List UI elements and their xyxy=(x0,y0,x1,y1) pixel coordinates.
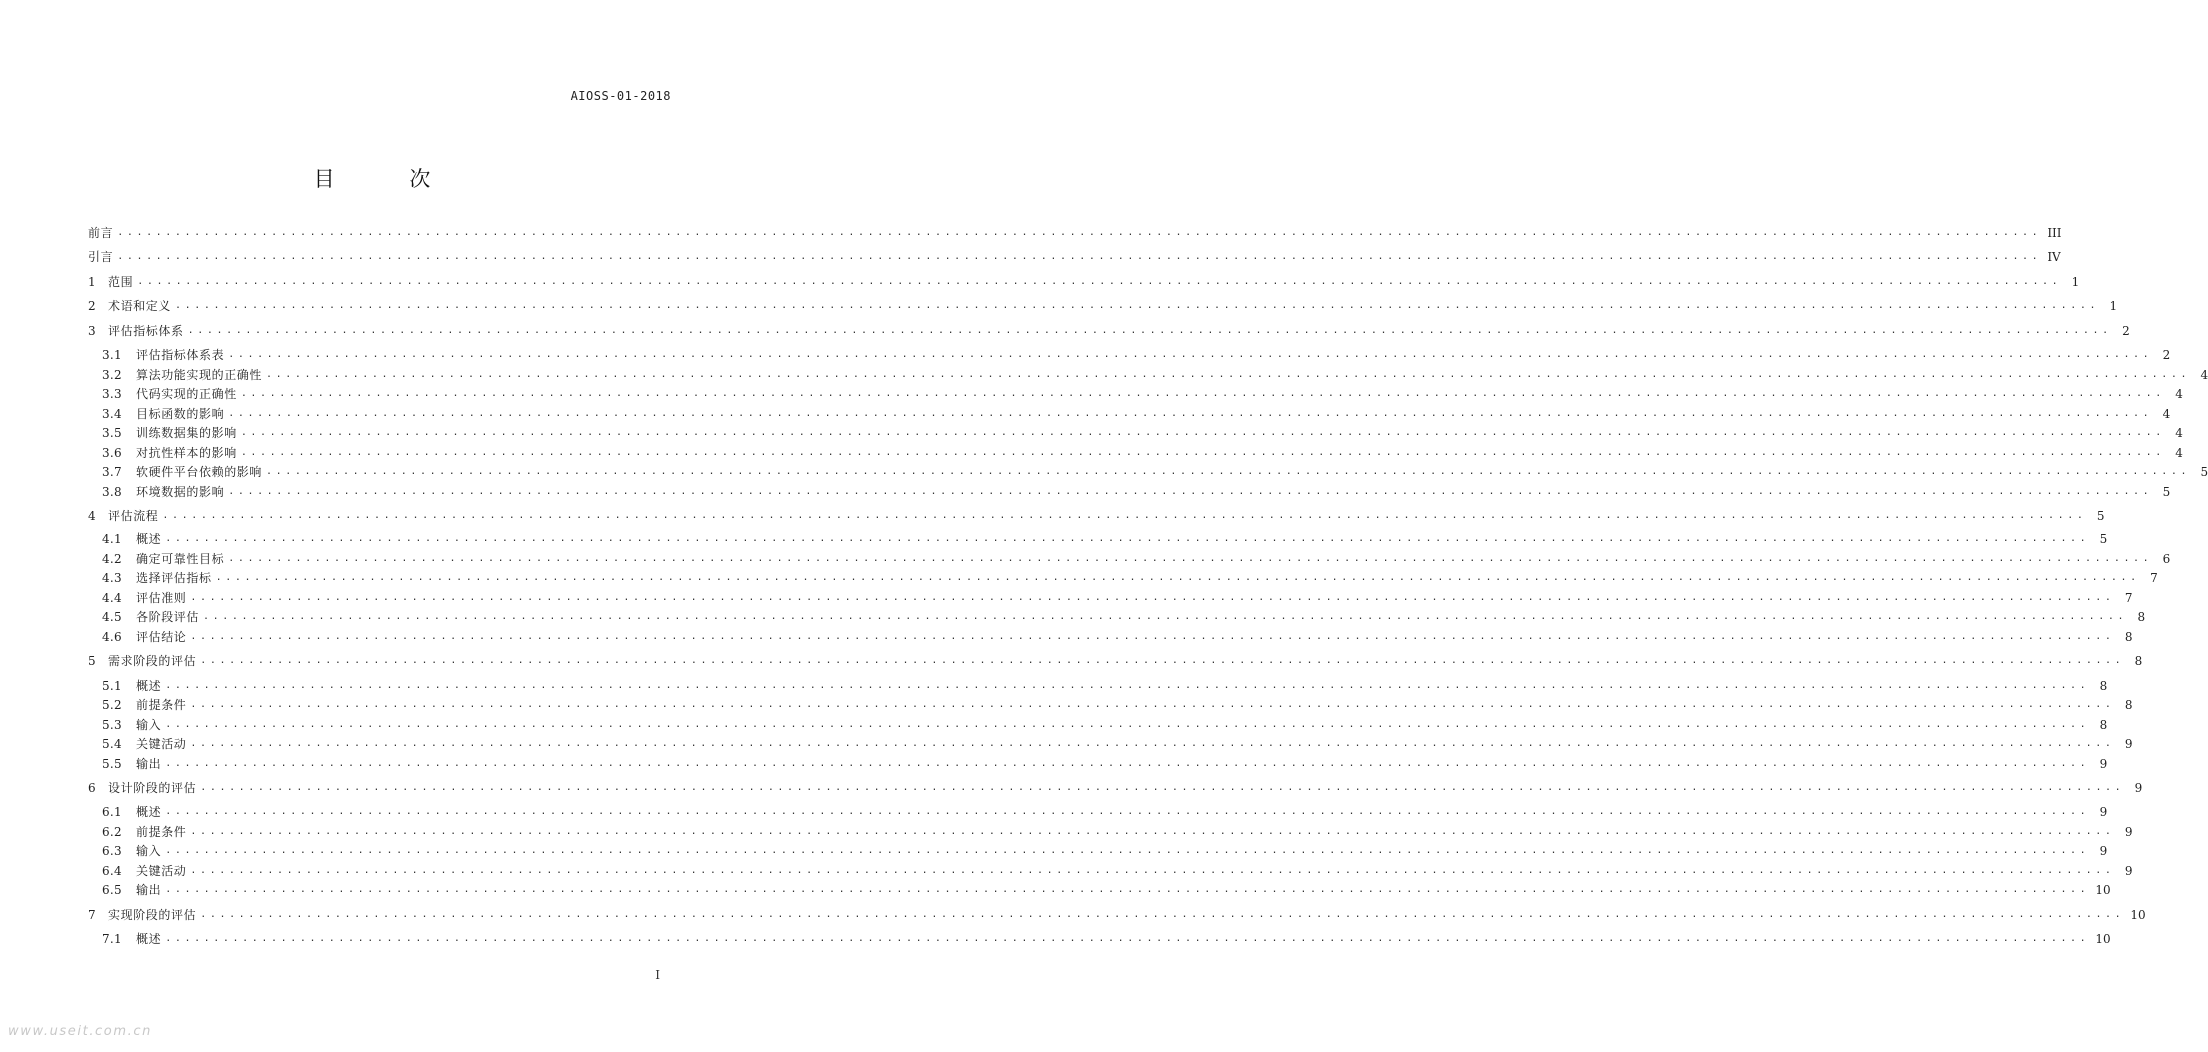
toc-subentry[interactable] xyxy=(102,735,2133,753)
toc-entry-page: 4 xyxy=(2200,368,2208,382)
toc-subentry[interactable] xyxy=(102,823,2133,841)
toc-entry-number: 6.1 xyxy=(102,805,122,819)
toc-subentry[interactable] xyxy=(102,366,2208,384)
toc-entry-page: 8 xyxy=(2099,718,2108,732)
toc-entry-page: 8 xyxy=(2124,630,2133,644)
toc-entry-number: 3 xyxy=(88,324,96,338)
toc-entry-label: 术语和定义 xyxy=(108,299,172,313)
toc-entry-label: 软硬件平台依赖的影响 xyxy=(136,465,263,479)
toc-subentry[interactable] xyxy=(102,589,2133,607)
toc-entry-page: 8 xyxy=(2134,654,2143,668)
toc-entry-number: 5 xyxy=(88,654,96,668)
toc-entry-number: 7.1 xyxy=(102,932,122,946)
toc-entry[interactable] xyxy=(88,906,2146,924)
toc-entry-number: 4.5 xyxy=(102,610,122,624)
toc-entry-label: 实现阶段的评估 xyxy=(108,908,197,922)
toc-entry-page: IV xyxy=(2047,250,2061,264)
toc-entry-page: 4 xyxy=(2175,426,2183,440)
toc-leader-dots: ........................................................................................................................................................................................................ xyxy=(187,325,2112,336)
toc-entry-label: 设计阶段的评估 xyxy=(108,781,197,795)
toc-entry-page: 9 xyxy=(2134,781,2143,795)
toc-subentry[interactable] xyxy=(102,424,2183,442)
document-code: AIOSS-01-2018 xyxy=(570,89,671,103)
toc-leader-dots: ........................................................................................................................................................................................................ xyxy=(266,466,2191,477)
toc-entry-page: 5 xyxy=(2200,465,2208,479)
toc-leader-dots: ........................................................................................................................................................................................................ xyxy=(228,408,2153,419)
toc-entry-label: 输出 xyxy=(136,757,162,771)
toc-entry-page: 8 xyxy=(2099,679,2108,693)
toc-entry-page: 9 xyxy=(2099,844,2108,858)
toc-entry-number: 3.1 xyxy=(102,348,122,362)
toc-entry-page: 10 xyxy=(2095,883,2111,897)
toc-entry-label: 评估指标体系 xyxy=(108,324,184,338)
toc-leader-dots: ........................................................................................................................................................................................................ xyxy=(200,909,2125,920)
toc-subentry[interactable] xyxy=(102,444,2183,462)
toc-subentry[interactable] xyxy=(102,385,2183,403)
toc-entry-label: 输入 xyxy=(136,718,162,732)
toc-entry-label: 输入 xyxy=(136,844,162,858)
toc-entry-number: 4.4 xyxy=(102,591,122,605)
toc-entry-label: 代码实现的正确性 xyxy=(136,387,237,401)
toc-subentry[interactable] xyxy=(102,696,2133,714)
toc-entry-page: 2 xyxy=(2122,324,2130,338)
toc-entry[interactable] xyxy=(88,507,2105,525)
toc-entry[interactable] xyxy=(88,224,2062,242)
toc-leader-dots: ........................................................................................................................................................................................................ xyxy=(240,388,2165,399)
toc-leader-dots: ........................................................................................................................................................................................................ xyxy=(165,933,2090,944)
toc-entry-label: 概述 xyxy=(136,932,162,946)
toc-entry-label: 关键活动 xyxy=(136,737,187,751)
toc-subentry[interactable] xyxy=(102,716,2108,734)
toc-subentry[interactable] xyxy=(102,550,2171,568)
toc-entry-number: 4.1 xyxy=(102,532,122,546)
toc-entry-number: 6.5 xyxy=(102,883,122,897)
toc-entry-label: 前言 xyxy=(88,226,114,240)
toc-entry-page: 5 xyxy=(2162,485,2171,499)
toc-subentry[interactable] xyxy=(102,405,2171,423)
toc-entry-number: 5.1 xyxy=(102,679,122,693)
toc-entry-label: 评估准则 xyxy=(136,591,187,605)
toc-entry-number: 3.8 xyxy=(102,485,122,499)
toc-entry-page: 9 xyxy=(2099,805,2108,819)
toc-entry-label: 对抗性样本的影响 xyxy=(136,446,237,460)
toc-entry-page: 4 xyxy=(2175,387,2183,401)
toc-entry-page: III xyxy=(2047,226,2062,240)
toc-entry-page: 5 xyxy=(2096,509,2105,523)
toc-entry-number: 4 xyxy=(88,509,96,523)
toc-entry-number: 6 xyxy=(88,781,96,795)
toc-subentry[interactable] xyxy=(102,483,2171,501)
toc-entry-page: 7 xyxy=(2150,571,2158,585)
toc-entry-label: 评估流程 xyxy=(108,509,159,523)
toc-leader-dots: ........................................................................................................................................................................................................ xyxy=(162,510,2087,521)
toc-entry[interactable] xyxy=(88,322,2130,340)
toc-entry-number: 4.3 xyxy=(102,571,122,585)
toc-leader-dots: ........................................................................................................................................................................................................ xyxy=(165,719,2090,730)
toc-leader-dots: ........................................................................................................................................................................................................ xyxy=(228,486,2153,497)
toc-subentry[interactable] xyxy=(102,677,2108,695)
toc-entry[interactable] xyxy=(88,779,2143,797)
toc-entry-label: 概述 xyxy=(136,805,162,819)
toc-entry-label: 环境数据的影响 xyxy=(136,485,225,499)
toc-entry-number: 6.4 xyxy=(102,864,122,878)
toc-leader-dots: ........................................................................................................................................................................................................ xyxy=(228,553,2153,564)
toc-leader-dots: ........................................................................................................................................................................................................ xyxy=(215,572,2140,583)
toc-entry-page: 9 xyxy=(2099,757,2108,771)
toc-entry-number: 5.5 xyxy=(102,757,122,771)
toc-leader-dots: ........................................................................................................................................................................................................ xyxy=(165,884,2090,895)
toc-entry-label: 关键活动 xyxy=(136,864,187,878)
toc-entry-number: 3.5 xyxy=(102,426,122,440)
toc-leader-dots: ........................................................................................................................................................................................................ xyxy=(165,758,2090,769)
toc-entry-number: 1 xyxy=(88,275,96,289)
toc-leader-dots: ........................................................................................................................................................................................................ xyxy=(190,631,2115,642)
toc-entry-page: 4 xyxy=(2162,407,2171,421)
toc-entry-page: 9 xyxy=(2124,825,2133,839)
toc-leader-dots: ........................................................................................................................................................................................................ xyxy=(137,276,2062,287)
toc-leader-dots: ........................................................................................................................................................................................................ xyxy=(240,427,2165,438)
toc-leader-dots: ........................................................................................................................................................................................................ xyxy=(117,227,2042,238)
page-number: I xyxy=(655,968,660,982)
toc-subentry[interactable] xyxy=(102,608,2146,626)
toc-subentry[interactable] xyxy=(102,346,2171,364)
toc-entry-number: 2 xyxy=(88,299,96,313)
toc-entry-number: 3.3 xyxy=(102,387,122,401)
toc-entry-label: 前提条件 xyxy=(136,825,187,839)
toc-entry-label: 概述 xyxy=(136,679,162,693)
toc-entry-page: 4 xyxy=(2175,446,2183,460)
toc-leader-dots: ........................................................................................................................................................................................................ xyxy=(240,447,2165,458)
toc-leader-dots: ........................................................................................................................................................................................................ xyxy=(165,680,2090,691)
toc-entry-page: 10 xyxy=(2095,932,2111,946)
toc-subentry[interactable] xyxy=(102,755,2108,773)
toc-entry-label: 输出 xyxy=(136,883,162,897)
toc-entry-number: 7 xyxy=(88,908,96,922)
toc-subentry[interactable] xyxy=(102,463,2208,481)
toc-entry-label: 确定可靠性目标 xyxy=(136,552,225,566)
toc-leader-dots: ........................................................................................................................................................................................................ xyxy=(203,611,2128,622)
toc-entry-label: 算法功能实现的正确性 xyxy=(136,368,263,382)
toc-subentry[interactable] xyxy=(102,569,2158,587)
toc-subentry[interactable] xyxy=(102,930,2111,948)
toc-leader-dots: ........................................................................................................................................................................................................ xyxy=(190,592,2115,603)
toc-subentry[interactable] xyxy=(102,881,2111,899)
toc-entry-number: 3.4 xyxy=(102,407,122,421)
toc-entry-label: 范围 xyxy=(108,275,134,289)
toc-entry-number: 5.2 xyxy=(102,698,122,712)
toc-subentry[interactable] xyxy=(102,803,2108,821)
toc-subentry[interactable] xyxy=(102,628,2133,646)
toc-entry[interactable] xyxy=(88,297,2118,315)
toc-leader-dots: ........................................................................................................................................................................................................ xyxy=(266,369,2191,380)
toc-leader-dots: ........................................................................................................................................................................................................ xyxy=(200,655,2125,666)
toc-subentry[interactable] xyxy=(102,842,2108,860)
toc-entry-label: 引言 xyxy=(88,250,114,264)
toc-entry-number: 4.2 xyxy=(102,552,122,566)
toc-subentry[interactable] xyxy=(102,530,2108,548)
toc-entry-number: 5.4 xyxy=(102,737,122,751)
toc-entry-page: 10 xyxy=(2130,908,2146,922)
toc-entry-label: 目标函数的影响 xyxy=(136,407,225,421)
toc-leader-dots: ........................................................................................................................................................................................................ xyxy=(165,845,2090,856)
toc-entry-page: 8 xyxy=(2124,698,2133,712)
toc-entry-label: 评估指标体系表 xyxy=(136,348,225,362)
page-title: 目 次 xyxy=(313,167,465,191)
toc-entry-page: 1 xyxy=(2071,275,2080,289)
toc-entry-number: 3.6 xyxy=(102,446,122,460)
toc-entry-page: 1 xyxy=(2109,299,2118,313)
toc-entry-number: 4.6 xyxy=(102,630,122,644)
toc-entry[interactable] xyxy=(88,652,2143,670)
toc-leader-dots: ........................................................................................................................................................................................................ xyxy=(190,699,2115,710)
toc-entry-label: 前提条件 xyxy=(136,698,187,712)
toc-entry-number: 6.3 xyxy=(102,844,122,858)
toc-entry[interactable] xyxy=(88,273,2080,291)
toc-entry-page: 7 xyxy=(2124,591,2133,605)
toc-leader-dots: ........................................................................................................................................................................................................ xyxy=(200,782,2125,793)
watermark: www.useit.com.cn xyxy=(8,1024,152,1039)
toc-leader-dots: ........................................................................................................................................................................................................ xyxy=(165,533,2090,544)
toc-entry[interactable] xyxy=(88,248,2061,266)
toc-entry-label: 评估结论 xyxy=(136,630,187,644)
toc-subentry[interactable] xyxy=(102,862,2133,880)
toc-entry-label: 训练数据集的影响 xyxy=(136,426,237,440)
toc-entry-page: 9 xyxy=(2124,737,2133,751)
toc-leader-dots: ........................................................................................................................................................................................................ xyxy=(190,738,2115,749)
toc-entry-number: 5.3 xyxy=(102,718,122,732)
toc-leader-dots: ........................................................................................................................................................................................................ xyxy=(175,300,2100,311)
toc-leader-dots: ........................................................................................................................................................................................................ xyxy=(117,251,2042,262)
toc-entry-page: 8 xyxy=(2137,610,2146,624)
toc-leader-dots: ........................................................................................................................................................................................................ xyxy=(190,826,2115,837)
toc-entry-page: 6 xyxy=(2162,552,2171,566)
toc-entry-label: 各阶段评估 xyxy=(136,610,200,624)
toc-entry-label: 需求阶段的评估 xyxy=(108,654,197,668)
toc-entry-number: 3.2 xyxy=(102,368,122,382)
toc-entry-page: 9 xyxy=(2124,864,2133,878)
toc-entry-label: 概述 xyxy=(136,532,162,546)
toc-entry-page: 2 xyxy=(2162,348,2171,362)
toc-entry-label: 选择评估指标 xyxy=(136,571,212,585)
toc-leader-dots: ........................................................................................................................................................................................................ xyxy=(190,865,2115,876)
toc-entry-page: 5 xyxy=(2099,532,2108,546)
toc-entry-number: 6.2 xyxy=(102,825,122,839)
toc-leader-dots: ........................................................................................................................................................................................................ xyxy=(165,806,2090,817)
toc-leader-dots: ........................................................................................................................................................................................................ xyxy=(228,349,2153,360)
toc-entry-number: 3.7 xyxy=(102,465,122,479)
